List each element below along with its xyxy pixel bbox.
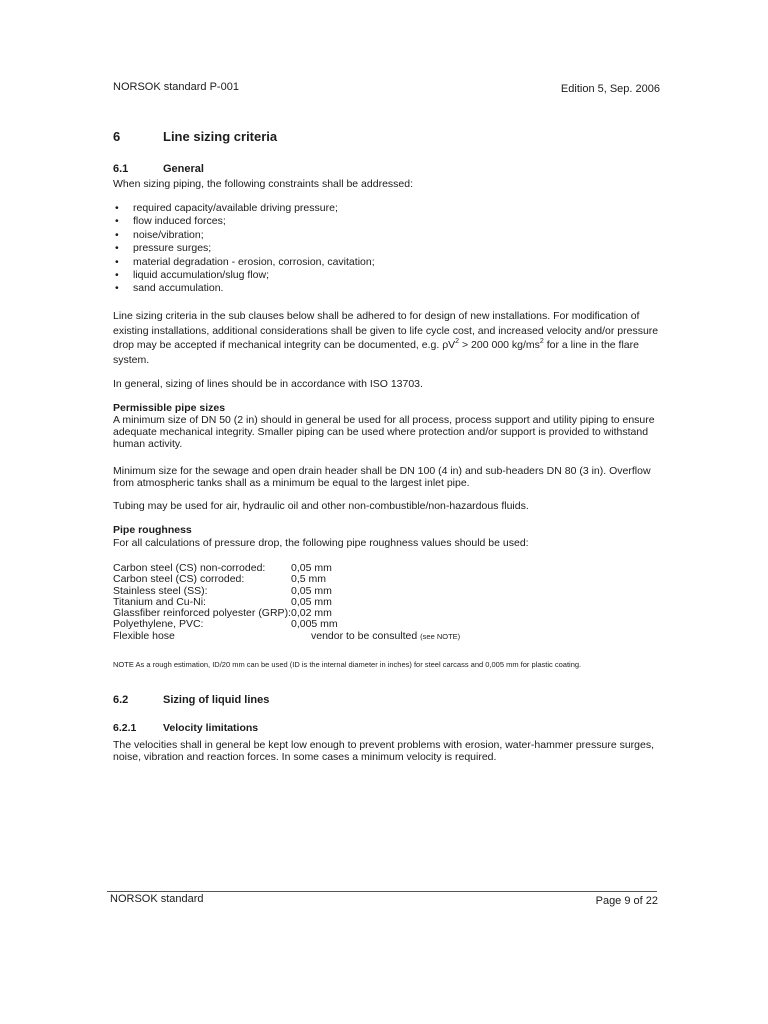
bullet-icon: •: [115, 268, 119, 281]
footer-divider: [107, 891, 657, 892]
list-item: • required capacity/available driving pressure;: [115, 202, 338, 214]
table-row: Titanium and Cu-Ni: 0,05 mm: [113, 595, 332, 608]
general-intro: When sizing piping, the following constraints shall be addressed:: [113, 178, 414, 190]
header-standard-name: NORSOK standard P-001: [113, 81, 239, 93]
list-item: • noise/vibration;: [115, 228, 204, 241]
constraints-list: [113, 202, 375, 296]
section-6-title: Line sizing criteria: [163, 129, 278, 144]
header-edition: Edition 5, Sep. 2006: [560, 83, 660, 95]
table-row: Carbon steel (CS) non-corroded: 0,05 mm: [113, 562, 332, 574]
bullet-icon: •: [115, 228, 119, 241]
table-row: Stainless steel (SS): 0,05 mm: [113, 584, 332, 597]
section-6-2-1-number: 6.2.1: [113, 722, 137, 734]
velocity-limitations-text: The velocities shall in general be kept low enough to prevent problems with erosion, water-hammer pressure surges, noise, vibration and reaction forces. In some cases a minimum velocity is required.: [113, 739, 655, 763]
list-item: • pressure surges;: [115, 242, 212, 255]
table-row: Glassfiber reinforced polyester (GRP): 0,02 mm: [113, 607, 332, 620]
footer-standard-name: NORSOK standard: [110, 893, 204, 905]
iso-paragraph: In general, sizing of lines should be in accordance with ISO 13703.: [113, 378, 423, 390]
roughness-table: [113, 563, 460, 642]
bullet-icon: •: [115, 255, 119, 268]
section-6-2-1-title: Velocity limitations: [163, 722, 259, 734]
roughness-note: NOTE As a rough estimation, ID/20 mm can be used (ID is the internal diameter in inches) for steel carcass and 0,005 mm for plastic coating.: [113, 660, 582, 669]
bullet-icon: •: [115, 282, 119, 295]
section-6-2-number: 6.2: [113, 694, 129, 706]
list-item: • sand accumulation.: [115, 282, 224, 295]
bullet-icon: •: [115, 202, 119, 214]
table-row: Flexible hose vendor to be consulted (see NOTE): [113, 629, 461, 642]
pipe-roughness-heading: Pipe roughness: [113, 524, 192, 536]
section-6-number: 6: [113, 129, 121, 144]
bullet-icon: •: [115, 215, 119, 228]
tubing-text: Tubing may be used for air, hydraulic oil and other non-combustible/non-hazardous fluids.: [113, 500, 529, 512]
table-row: Carbon steel (CS) corroded: 0,5 mm: [113, 573, 326, 586]
list-item: • liquid accumulation/slug flow;: [115, 268, 269, 281]
list-item: • flow induced forces;: [115, 215, 226, 228]
page-number: Page 9 of 22: [595, 895, 658, 907]
section-6-1-number: 6.1: [113, 163, 129, 175]
pipe-roughness-intro: For all calculations of pressure drop, the following pipe roughness values should be used:: [113, 537, 529, 549]
permissible-pipe-sizes-text: A minimum size of DN 50 (2 in) should in general be used for all process, process support and utility piping to ensure adequate mechanical integrity. Smaller piping can be used where protection and/or support is provided to withstand human activity.: [113, 414, 655, 450]
permissible-pipe-sizes-heading: Permissible pipe sizes: [113, 402, 226, 414]
sewage-drain-text: Minimum size for the sewage and open drain header shall be DN 100 (4 in) and sub-headers DN 80 (3 in). Overflow from atmospheric tanks shall as a minimum be equal to the largest inlet pipe.: [113, 465, 651, 489]
list-item: • material degradation - erosion, corrosion, cavitation;: [115, 255, 375, 268]
section-6-2-title: Sizing of liquid lines: [163, 694, 270, 706]
bullet-icon: •: [115, 242, 119, 255]
table-row: Polyethylene, PVC: 0,005 mm: [113, 618, 338, 631]
line-sizing-paragraph: Line sizing criteria in the sub clauses below shall be adhered to for design of new installations. For modification of existing installations, additional considerations shall be given to life cycle cost, and increased velocity and/or pressure drop may be accepted if mechanical integrity can be documented, e.g. $\rho V^2 > 200$ 000 $kg/ms^2$ for a line in the flare system.: [113, 310, 659, 366]
section-6-1-title: General: [163, 163, 204, 175]
